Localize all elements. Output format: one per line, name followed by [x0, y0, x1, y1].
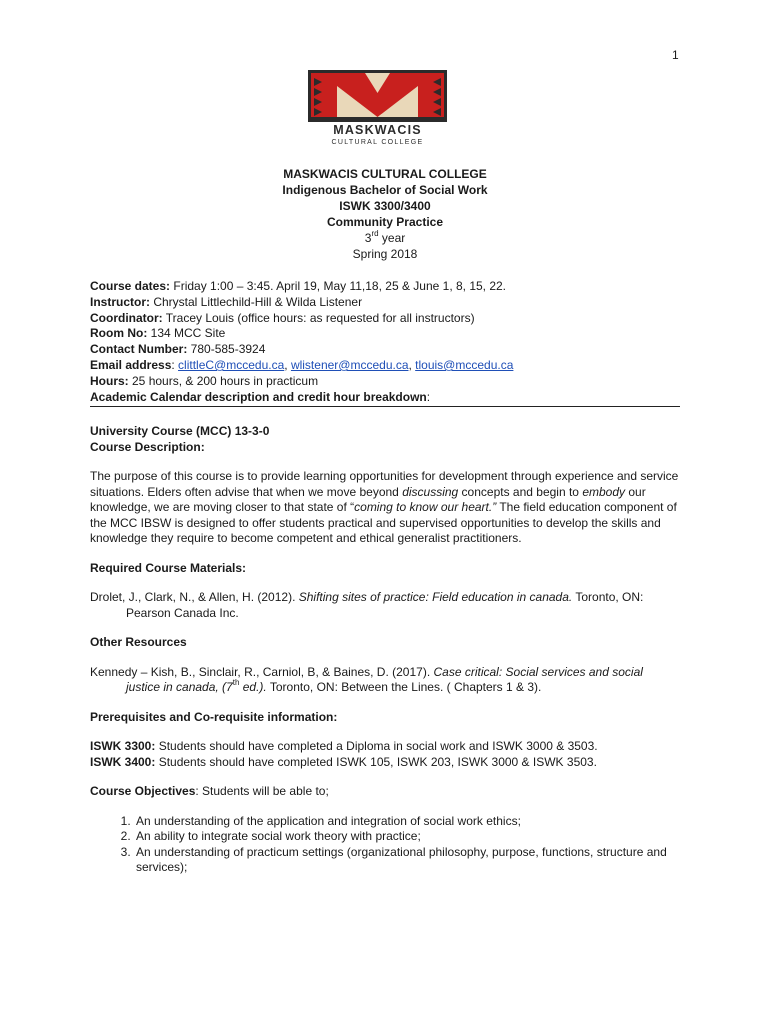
email-addresses: Email address: clittleC@mccedu.ca, wlistener@mccedu.ca, tlouis@mccedu.ca — [90, 357, 514, 372]
email-link-wlistener[interactable]: wlistener@mccedu.ca — [290, 357, 409, 372]
room-number: Room No: 134 MCC Site — [90, 326, 226, 341]
academic-calendar-heading: Academic Calendar description and credit hour breakdown: — [90, 390, 680, 408]
course-info — [90, 279, 680, 407]
course-objectives-list — [90, 814, 680, 876]
reference-kennedy-kish: Kennedy – Kish, B., Sinclair, R., Carniol, B, & Baines, D. (2017). Case critical: Social services and social justice in canada, (7th ed.). Toronto, ON: Between the Lines. ( Chapters 1 & 3). — [90, 664, 643, 694]
prerequisite-iswk-3300: ISWK 3300: Students should have completed a Diploma in social work and ISWK 3000 & 3503. — [90, 739, 598, 753]
coordinator: Coordinator: Tracey Louis (office hours: as requested for all instructors) — [90, 310, 475, 325]
university-course: University Course (MCC) 13-3-0 — [90, 424, 270, 438]
college-logo — [305, 68, 450, 148]
prerequisite-iswk-3400: ISWK 3400: Students should have completed ISWK 105, ISWK 203, ISWK 3000 & ISWK 3503. — [90, 754, 597, 769]
program-name: Indigenous Bachelor of Social Work — [282, 183, 488, 197]
course-body — [90, 424, 680, 876]
objective-item: 2. An ability to integrate social work theory with practice; — [134, 829, 680, 845]
course-hours: Hours: 25 hours, & 200 hours in practicum — [90, 373, 319, 388]
college-name: MASKWACIS CULTURAL COLLEGE — [283, 167, 487, 181]
reference-drolet: Drolet, J., Clark, N., & Allen, H. (2012). Shifting sites of practice: Field education in canada. Toronto, ON: Pearson Canada Inc. — [90, 590, 644, 620]
page-number: 1 — [672, 48, 679, 62]
course-description: The purpose of this course is to provide learning opportunities for development through experience and service situations. Elders often advise that when we move beyond discussing concepts and begin to embody our knowledge, we are moving closer to that state of “coming to know our heart.” The field education component of the MCC IBSW is designed to offer students practical and supervised opportunities to develop the skills and knowledge they require to become competent and ethical generalist practitioners. — [90, 469, 679, 545]
course-term: Spring 2018 — [352, 247, 418, 261]
course-name: Community Practice — [326, 215, 444, 229]
course-dates: Course dates: Friday 1:00 – 3:45. April 19, May 11,18, 25 & June 1, 8, 15, 22. — [90, 279, 507, 293]
email-link-clittle[interactable]: clittleC@mccedu.ca — [178, 357, 285, 372]
email-link-tlouis[interactable]: tlouis@mccedu.ca — [415, 357, 514, 372]
course-code: ISWK 3300/3400 — [339, 199, 431, 213]
instructor: Instructor: Chrystal Littlechild-Hill & Wilda Listener — [90, 294, 363, 309]
logo-wordmark: MASKWACIS — [333, 123, 422, 137]
objective-item: 1. An understanding of the application and integration of social work ethics; — [134, 814, 680, 830]
logo-subtitle: CULTURAL COLLEGE — [331, 139, 424, 146]
course-year: 3rd year — [364, 229, 406, 245]
required-materials-heading: Required Course Materials: — [90, 560, 247, 575]
other-resources-heading: Other Resources — [90, 635, 187, 649]
prerequisites-heading: Prerequisites and Co-requisite information: — [90, 709, 338, 724]
course-objectives-intro: Course Objectives: Students will be able to; — [90, 784, 329, 798]
contact-number: Contact Number: 780-585-3924 — [90, 342, 266, 357]
course-heading — [0, 166, 770, 262]
course-description-heading: Course Description: — [90, 439, 205, 454]
objective-item: 3. An understanding of practicum settings (organizational philosophy, purpose, functions, structure and services); — [134, 845, 680, 876]
maskwacis-logo-icon — [305, 68, 450, 148]
